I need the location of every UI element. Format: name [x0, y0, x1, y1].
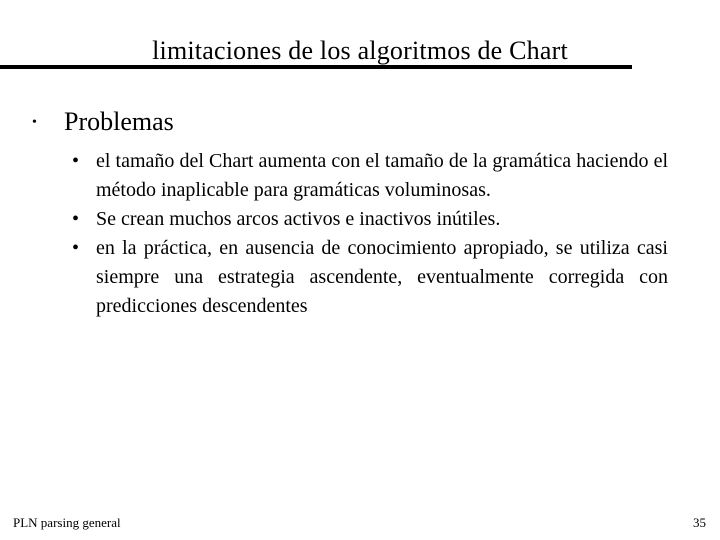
sub-bullet-marker: •	[72, 237, 80, 259]
slide-title: limitaciones de los algoritmos de Chart	[152, 36, 568, 65]
list-item	[72, 234, 668, 321]
list-item	[72, 147, 668, 205]
footer-text: PLN parsing general	[13, 515, 121, 530]
title-underline	[0, 65, 632, 69]
page-number: 35	[693, 515, 706, 530]
list-item-text: en la práctica, en ausencia de conocimiento apropiado, se utiliza casi siempre una estrategia ascendente, eventualmente corregida con predicciones descendentes	[96, 237, 668, 317]
sub-bullet-marker: •	[72, 150, 80, 172]
list-item-text: Se crean muchos arcos activos e inactivos inútiles.	[96, 208, 501, 230]
sub-bullet-list	[72, 147, 668, 321]
level1-heading: Problemas	[64, 107, 174, 136]
sub-bullet-marker: •	[72, 208, 80, 230]
list-item	[72, 205, 668, 234]
level1-bullet: •	[32, 115, 37, 130]
list-item-text: el tamaño del Chart aumenta con el tamaño de la gramática haciendo el método inaplicable para gramáticas voluminosas.	[96, 150, 668, 201]
